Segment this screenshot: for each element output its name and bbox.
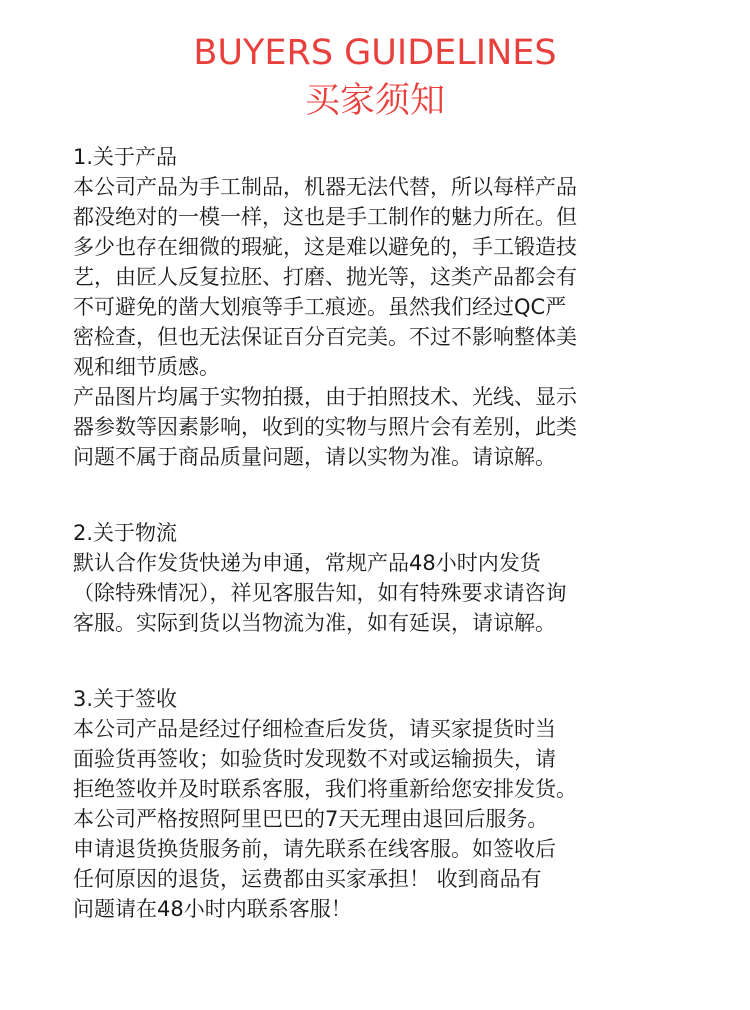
- section-logistics: [73, 518, 713, 638]
- paragraph-line: 本公司严格按照阿里巴巴的7天无理由退回后服务。: [73, 807, 549, 831]
- paragraph-line: 多少也存在细微的瑕疵，这是难以避免的，手工锻造技: [73, 235, 577, 259]
- title-chinese: 买家须知: [304, 81, 445, 121]
- paragraph-line: 不可避免的凿大划痕等手工痕迹。虽然我们经过QC严: [73, 295, 567, 319]
- section-receipt: [73, 684, 713, 924]
- paragraph-line: 申请退货换货服务前，请先联系在线客服。如签收后: [73, 837, 556, 861]
- paragraph-line: 密检查，但也无法保证百分百完美。不过不影响整体美: [73, 325, 577, 349]
- paragraph-line: 默认合作发货快递为申通，常规产品48小时内发货: [73, 551, 541, 575]
- paragraph-line: 任何原因的退货，运费都由买家承担！ 收到商品有: [73, 867, 542, 891]
- paragraph-line: 本公司产品为手工制品，机器无法代替，所以每样产品: [73, 175, 577, 199]
- page-header: [0, 30, 750, 124]
- paragraph-line: 产品图片均属于实物拍摄，由于拍照技术、光线、显示: [73, 385, 577, 409]
- title-english: BUYERS GUIDELINES: [193, 33, 557, 73]
- section-spacer: [73, 638, 713, 684]
- paragraph-line: 器参数等因素影响，收到的实物与照片会有差别，此类: [73, 415, 577, 439]
- paragraph-line: 客服。实际到货以当物流为准，如有延误，请谅解。: [73, 611, 556, 635]
- section-spacer: [73, 472, 713, 518]
- paragraph-line: （除特殊情况），祥见客服告知，如有特殊要求请咨询: [73, 581, 567, 605]
- section-heading: 1.关于产品: [73, 145, 178, 169]
- paragraph-line: 都没绝对的一模一样，这也是手工制作的魅力所在。但: [73, 205, 577, 229]
- paragraph-line: 面验货再签收；如验货时发现数不对或运输损失，请: [73, 747, 556, 771]
- paragraph-line: 问题请在48小时内联系客服！: [73, 897, 352, 921]
- paragraph-line: 本公司产品是经过仔细检查后发货，请买家提货时当: [73, 717, 556, 741]
- guidelines-content: [73, 142, 713, 924]
- section-heading: 2.关于物流: [73, 521, 178, 545]
- paragraph-line: 拒绝签收并及时联系客服，我们将重新给您安排发货。: [73, 777, 577, 801]
- paragraph-line: 问题不属于商品质量问题，请以实物为准。请谅解。: [73, 445, 556, 469]
- section-heading: 3.关于签收: [73, 687, 178, 711]
- paragraph-line: 观和细节质感。: [73, 355, 220, 379]
- section-product: [73, 142, 713, 472]
- paragraph-line: 艺，由匠人反复拉胚、打磨、抛光等，这类产品都会有: [73, 265, 577, 289]
